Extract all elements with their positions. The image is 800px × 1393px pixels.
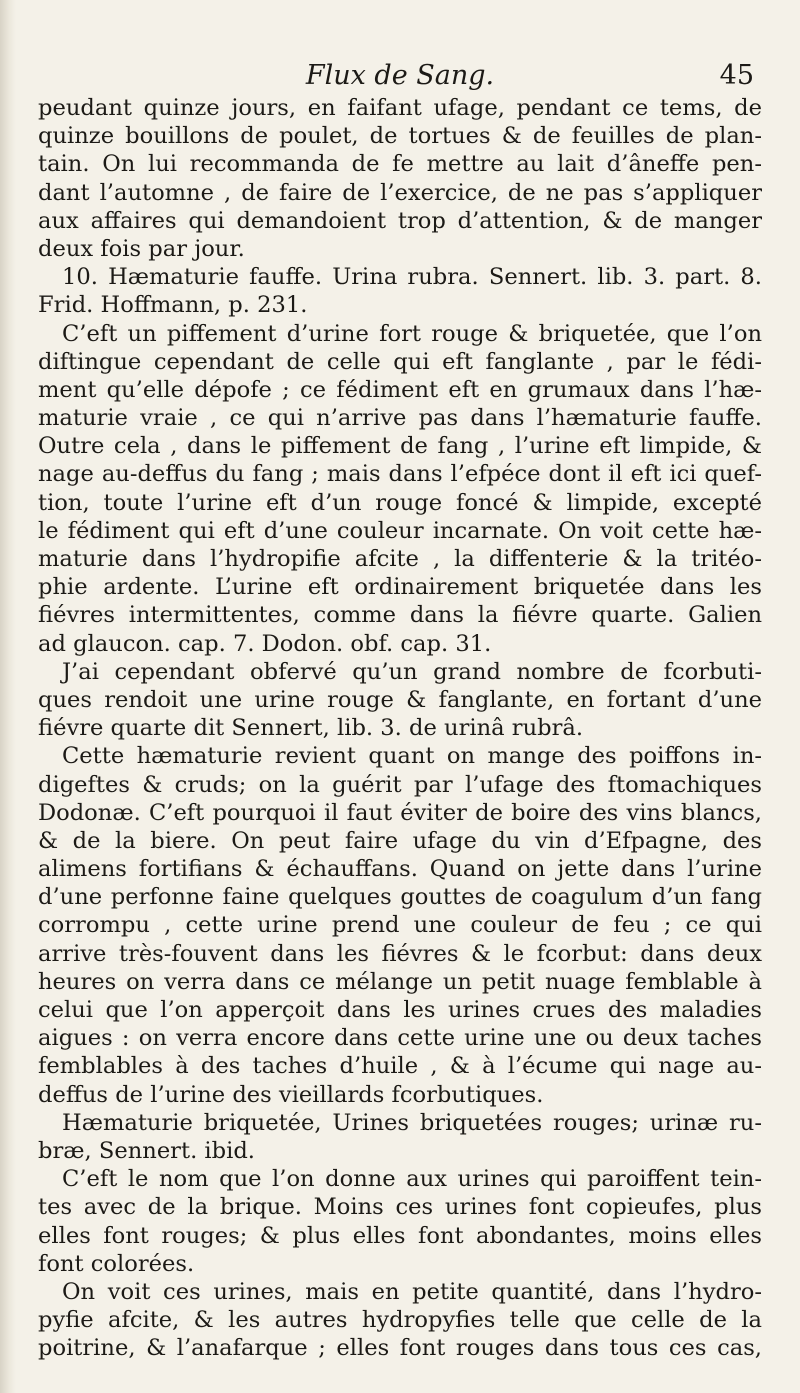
- text-line: tion, toute l’urine eft d’un rouge foncé & limpide, excepté: [38, 489, 762, 516]
- text-line: fiévres intermittentes, comme dans la fiévre quarte. Galien: [38, 602, 762, 629]
- text-line: aux affaires qui demandoient trop d’attention, & de manger: [38, 207, 762, 234]
- text-line: ad glaucon. cap. 7. Dodon. obf. cap. 31.: [38, 630, 492, 657]
- text-line: 10. Hæmaturie fauffe. Urina rubra. Sennert. lib. 3. part. 8.: [62, 264, 762, 291]
- text-line: alimens fortifians & échauffans. Quand on jette dans l’urine: [38, 856, 762, 883]
- text-line: fiévre quarte dit Sennert, lib. 3. de urinâ rubrâ.: [38, 715, 584, 742]
- text-line: Frid. Hoffmann, p. 231.: [38, 292, 308, 319]
- page-binding-edge: [0, 0, 16, 1393]
- text-line: J’ai cependant obfervé qu’un grand nombre de fcorbuti-: [62, 658, 762, 685]
- text-line: & de la biere. On peut faire ufage du vin d’Efpagne, des: [38, 827, 762, 854]
- text-line: digeftes & cruds; on la guérit par l’ufage des ftomachiques: [38, 771, 762, 798]
- text-line: deux fois par jour.: [38, 235, 245, 262]
- text-line: celui que l’on apperçoit dans les urines crues des maladies: [38, 997, 762, 1023]
- text-line: maturie vraie , ce qui n’arrive pas dans l’hæmaturie fauffe.: [38, 405, 762, 432]
- text-line: nage au-deffus du fang ; mais dans l’efpéce dont il eft ici quef-: [38, 461, 762, 488]
- text-line: tain. On lui recommanda de fe mettre au lait d’âneffe pen-: [38, 151, 762, 178]
- running-head: [38, 60, 762, 94]
- page-number: 45: [719, 60, 754, 91]
- text-line: font colorées.: [38, 1250, 195, 1277]
- text-line: C’eft un piffement d’urine fort rouge & briquetée, que l’on: [62, 320, 762, 347]
- text-line: deffus de l’urine des vieillards fcorbutiques.: [38, 1081, 544, 1108]
- text-line: peudant quinze jours, en faifant ufage, pendant ce tems, de: [38, 95, 762, 121]
- text-line: le fédiment qui eft d’une couleur incarnate. On voit cette hæ-: [38, 517, 762, 544]
- text-line: Outre cela , dans le piffement de fang , l’urine eft limpide, &: [38, 433, 762, 460]
- text-line: poitrine, & l’anafarque ; elles font rouges dans tous ces cas,: [38, 1335, 762, 1362]
- text-line: diftingue cependant de celle qui eft fanglante , par le fédi-: [38, 348, 762, 375]
- text-line: C’eft le nom que l’on donne aux urines qui paroiffent tein-: [62, 1166, 762, 1193]
- text-line: femblables à des taches d’huile , & à l’écume qui nage au-: [38, 1053, 762, 1080]
- text-line: bræ, Sennert. ibid.: [38, 1137, 255, 1164]
- text-line: d’une perfonne faine quelques gouttes de coagulum d’un fang: [38, 884, 762, 911]
- text-line: pyfie afcite, & les autres hydropyfies telle que celle de la: [38, 1307, 762, 1334]
- text-line: phie ardente. L’urine eft ordinairement briquetée dans les: [38, 574, 762, 601]
- text-line: Dodonæ. C’eft pourquoi il faut éviter de boire des vins blancs,: [38, 799, 762, 826]
- text-line: dant l’automne , de faire de l’exercice, de ne pas s’appliquer: [38, 179, 762, 206]
- text-line: tes avec de la brique. Moins ces urines font copieufes, plus: [38, 1194, 762, 1221]
- running-title: Flux de Sang.: [305, 60, 495, 91]
- text-line: ment qu’elle dépofe ; ce fédiment eft en grumaux dans l’hæ-: [38, 376, 762, 403]
- text-line: aigues : on verra encore dans cette urine une ou deux taches: [38, 1025, 762, 1052]
- text-line: Cette hæmaturie revient quant on mange des poiffons in-: [62, 743, 762, 770]
- text-line: elles font rouges; & plus elles font abondantes, moins elles: [38, 1222, 762, 1249]
- text-line: arrive très-fouvent dans les fiévres & le fcorbut: dans deux: [38, 940, 762, 967]
- text-line: ques rendoit une urine rouge & fanglante, en fortant d’une: [38, 686, 762, 713]
- text-line: heures on verra dans ce mélange un petit nuage femblable à: [38, 968, 762, 995]
- text-line: maturie dans l’hydropifie afcite , la diffenterie & la tritéo-: [38, 546, 762, 572]
- text-line: corrompu , cette urine prend une couleur de feu ; ce qui: [38, 912, 762, 939]
- book-page: [38, 60, 762, 1362]
- text-line: quinze bouillons de poulet, de tortues & de feuilles de plan-: [38, 123, 762, 150]
- text-line: Hæmaturie briquetée, Urines briquetées rouges; urinæ ru-: [62, 1109, 762, 1136]
- text-line: On voit ces urines, mais en petite quantité, dans l’hydro-: [62, 1278, 762, 1305]
- body-text: [38, 94, 762, 1362]
